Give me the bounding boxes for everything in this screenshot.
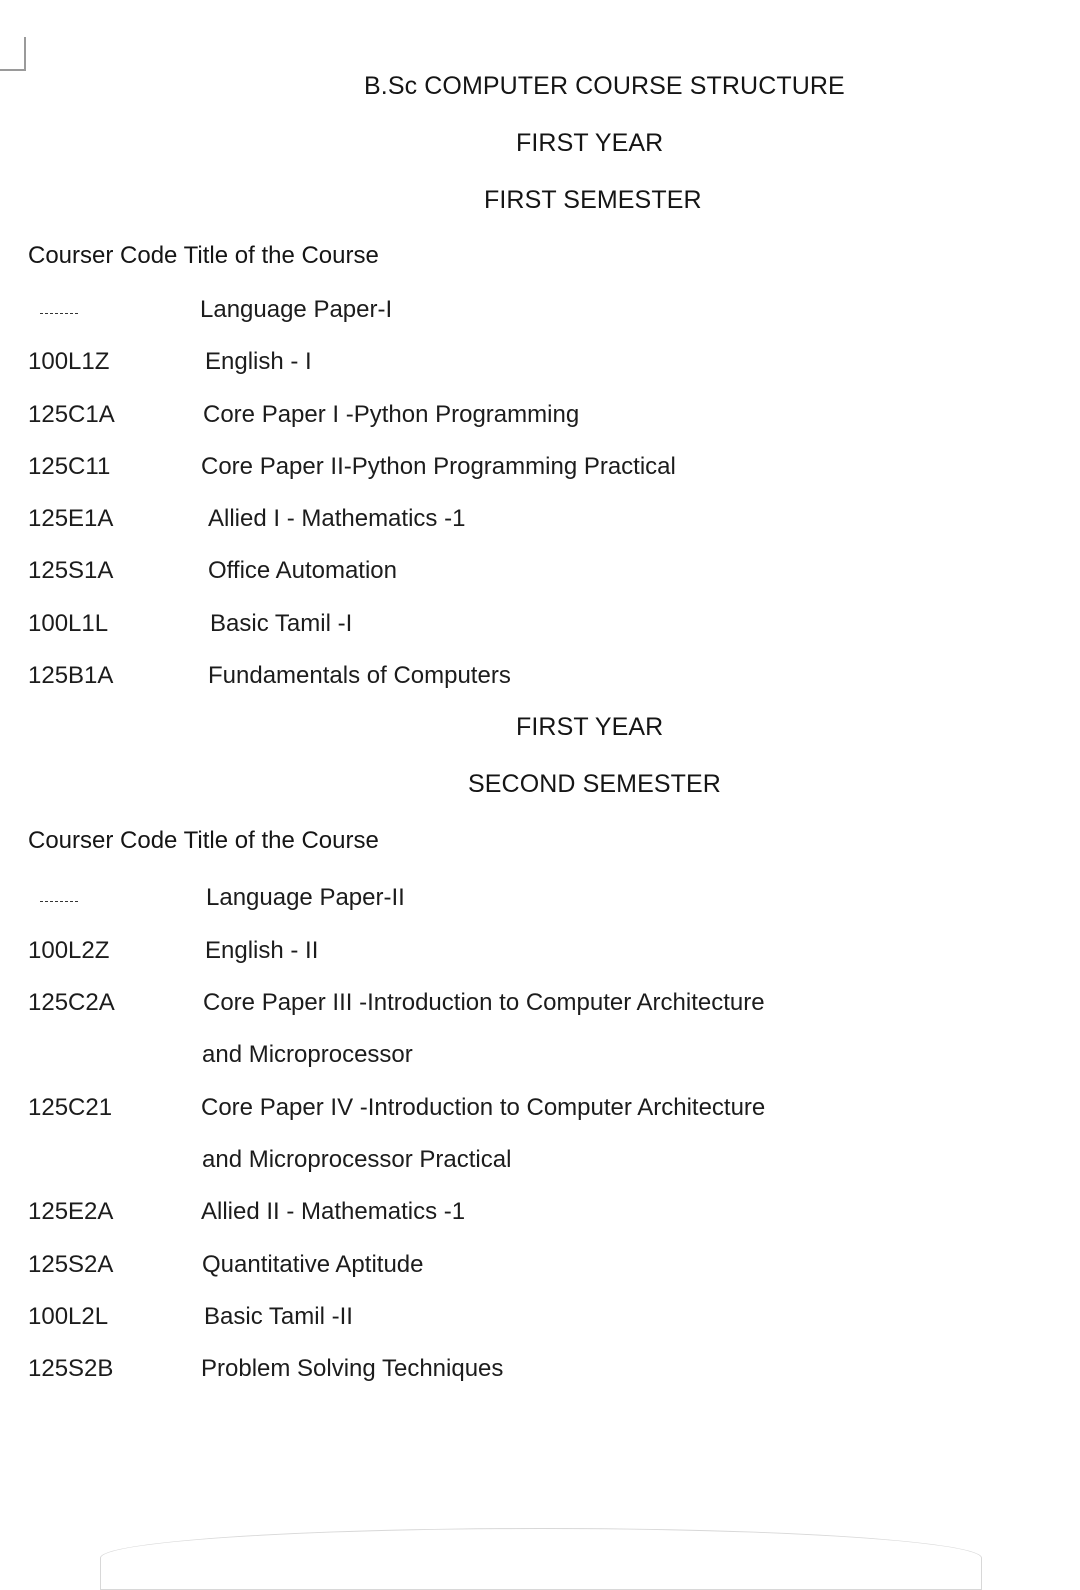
- course-code: 125S2A: [28, 1251, 114, 1278]
- course-code: 125E1A: [28, 505, 114, 532]
- course-code: 125E2A: [28, 1198, 114, 1225]
- page-corner-mark: [0, 37, 26, 71]
- course-code: 125C21: [28, 1094, 113, 1121]
- course-code-placeholder: [40, 901, 78, 902]
- course-title: Core Paper II-Python Programming Practical: [201, 453, 676, 480]
- course-code: 125C2A: [28, 989, 115, 1016]
- course-title: English - II: [205, 937, 319, 964]
- section-2-semester: SECOND SEMESTER: [468, 770, 721, 798]
- course-code-placeholder: [40, 313, 78, 314]
- course-title: Core Paper IV -Introduction to Computer Architecture: [201, 1094, 766, 1121]
- course-code: 125C1A: [28, 401, 115, 428]
- course-title: Core Paper III -Introduction to Computer Architecture: [203, 989, 765, 1016]
- course-code: 125B1A: [28, 662, 114, 689]
- course-code: 100L2L: [28, 1303, 109, 1330]
- course-title: Allied I - Mathematics -1: [208, 505, 466, 532]
- section-1-semester: FIRST SEMESTER: [484, 186, 702, 214]
- section-2-year: FIRST YEAR: [516, 713, 664, 741]
- course-code: 100L1L: [28, 610, 109, 637]
- course-title: English - I: [205, 348, 312, 375]
- course-title: Language Paper-I: [200, 296, 393, 323]
- course-title-continuation: and Microprocessor Practical: [202, 1146, 512, 1173]
- bottom-sheet-handle[interactable]: [100, 1528, 982, 1590]
- course-title: Basic Tamil -II: [204, 1303, 353, 1330]
- course-code: 125C11: [28, 453, 111, 480]
- course-title: Allied II - Mathematics -1: [201, 1198, 466, 1225]
- section-1-column-header: Courser Code Title of the Course: [28, 242, 379, 269]
- course-title-continuation: and Microprocessor: [202, 1041, 413, 1068]
- course-title: Core Paper I -Python Programming: [203, 401, 580, 428]
- course-title: Problem Solving Techniques: [201, 1355, 504, 1382]
- section-2-column-header: Courser Code Title of the Course: [28, 827, 379, 854]
- course-title: Language Paper-II: [206, 884, 405, 911]
- document-title: B.Sc COMPUTER COURSE STRUCTURE: [364, 72, 845, 100]
- course-code: 125S1A: [28, 557, 114, 584]
- course-title: Basic Tamil -I: [210, 610, 353, 637]
- course-code: 125S2B: [28, 1355, 114, 1382]
- course-title: Office Automation: [208, 557, 397, 584]
- section-1-year: FIRST YEAR: [516, 129, 664, 157]
- course-code: 100L1Z: [28, 348, 110, 375]
- course-title: Fundamentals of Computers: [208, 662, 511, 689]
- course-code: 100L2Z: [28, 937, 110, 964]
- course-title: Quantitative Aptitude: [202, 1251, 424, 1278]
